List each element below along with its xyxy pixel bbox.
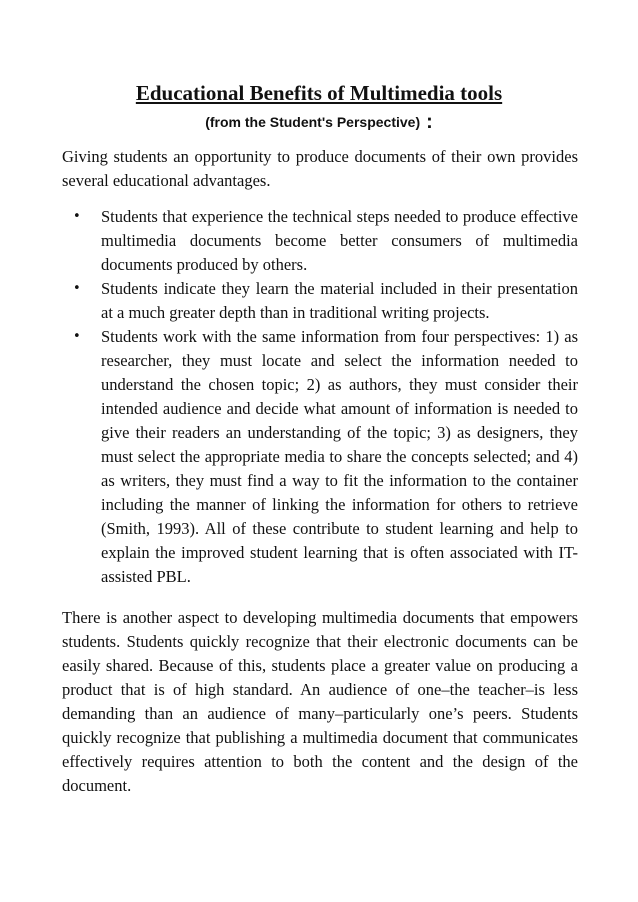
- closing-paragraph: There is another aspect to developing multimedia documents that empowers students. Students quickly recognize that their electronic documents can be easily shared. Because of this, students place a greater value on producing a product that is of high standard. An audience of one–the teacher–is less demanding than an audience of many–particularly one’s peers. Students quickly recognize that publishing a multimedia document that communicates effectively requires attention to both the content and the design of the document.: [62, 608, 578, 795]
- list-item-text: Students work with the same information from four perspectives: 1) as researcher, they must locate and select the information needed to understand the chosen topic; 2) as authors, they must consider their intended audience and decide what amount of information is needed to give their readers an understanding of the topic; 3) as designers, they must select the appropriate media to share the concepts selected; and 4) as writers, they must find a way to fit the information to the container including the manner of linking the information for others to retrieve (Smith, 1993). All of these contribute to student learning and help to explain the improved student learning that is often associated with IT-assisted PBL.: [101, 327, 578, 586]
- list-item: [62, 277, 578, 325]
- document-subtitle: [0, 113, 638, 131]
- intro-paragraph: Giving students an opportunity to produce documents of their own provides several educational advantages.: [62, 147, 578, 190]
- list-item-text: Students indicate they learn the material included in their presentation at a much greater depth than in traditional writing projects.: [101, 279, 578, 322]
- list-item-text: Students that experience the technical steps needed to produce effective multimedia documents become better consumers of multimedia documents produced by others.: [101, 207, 578, 274]
- benefits-list: [62, 205, 578, 589]
- list-item: [62, 205, 578, 277]
- subtitle-colon: :: [426, 111, 433, 133]
- bullet-icon: •: [73, 281, 81, 296]
- bullet-icon: •: [73, 209, 81, 224]
- bullet-icon: •: [73, 329, 81, 344]
- subtitle-text: (from the Student's Perspective): [205, 114, 421, 130]
- list-item: [62, 325, 578, 589]
- document-title: Educational Benefits of Multimedia tools: [135, 81, 503, 105]
